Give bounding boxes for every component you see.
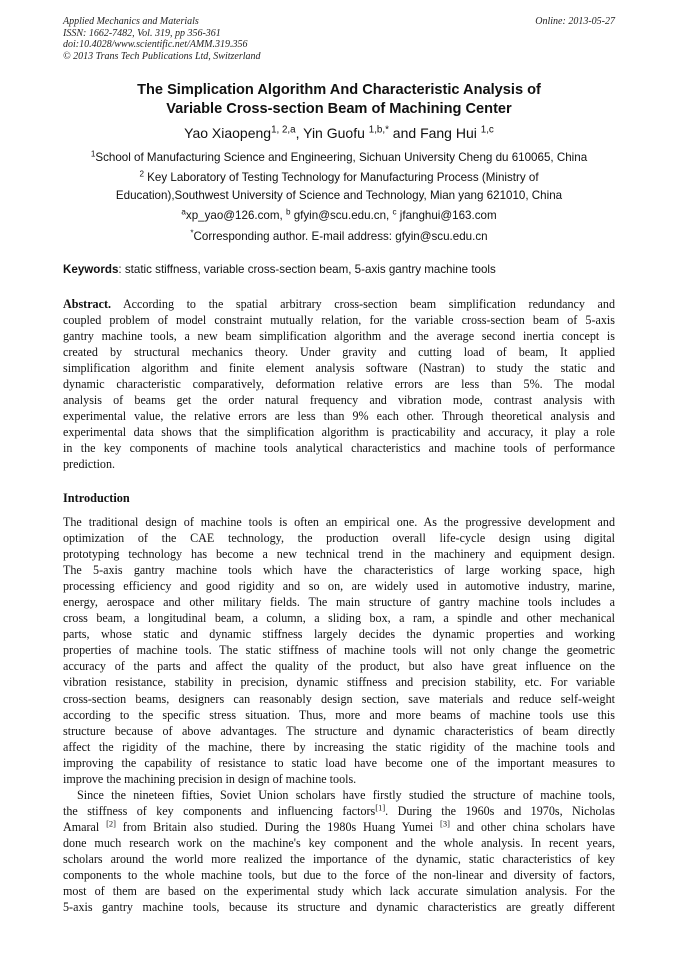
intro-line: parts, whose static and dynamic stiffness largely decides the dynamic properties and working xyxy=(63,627,615,642)
intro-text: the stiffness of key components and influencing factors xyxy=(63,803,376,818)
intro-line xyxy=(63,803,615,819)
intro-line: cross beam, a longitudinal beam, a column, a sliding box, a ram, a spindle and other mechanical xyxy=(63,611,615,626)
email-b: gfyin@scu.edu.cn, xyxy=(290,209,393,222)
affiliation-1-sup: 1 xyxy=(90,149,96,159)
intro-line: prototyping technology has become a new technical trend in the machinery and equipment design. xyxy=(63,547,615,562)
journal-name: Applied Mechanics and Materials xyxy=(63,16,199,27)
author-sep-2: and xyxy=(388,125,421,141)
keywords-text: : static stiffness, variable cross-section beam, 5-axis gantry machine tools xyxy=(118,263,496,276)
abstract-line-text: According to the spatial arbitrary cross-section beam simplification redundancy and xyxy=(111,297,615,311)
email-a-sup: a xyxy=(181,207,186,217)
paper-title xyxy=(40,81,638,119)
abstract-line: gantry machine tools, a new beam simplification algorithm and the average second inertia concept is xyxy=(63,329,615,344)
affiliation-2-line-2: Education),Southwest University of Science and Technology, Mian yang 621010, China xyxy=(115,188,563,202)
abstract-line: experimental data shows that the simplification algorithm is practicability and accuracy, it play a role xyxy=(63,425,615,440)
abstract-line: experimental value, the relative errors are less than 9% each other. Through theoretical analysis and xyxy=(63,409,615,424)
author-sep-1: , xyxy=(295,125,304,141)
intro-line: components to the whole machine tools, but due to the force of the non-linear and diversity of factors, xyxy=(63,868,615,883)
email-list xyxy=(40,207,638,225)
keywords-label: Keywords xyxy=(63,263,119,276)
intro-text: . During the 1960s and 1970s, Nicholas xyxy=(385,803,616,818)
citation-1[interactable]: [1] xyxy=(375,802,386,813)
author-1-sup: 1, 2,a xyxy=(271,124,296,136)
intro-line: The traditional design of machine tools is often an empirical one. As the progressive development and xyxy=(63,515,615,529)
intro-line: structure because of above advantages. The structure and dynamic characteristics of beam directly xyxy=(63,723,615,738)
abstract-line: prediction. xyxy=(63,457,116,472)
abstract-line xyxy=(63,296,615,312)
intro-line: cross-section beams, designers can reasonably design section, save materials and reduce self-weight xyxy=(63,691,615,706)
intro-line: scholars around the world more realized the importance of the dynamic, static characteristics of key xyxy=(63,851,615,866)
intro-line: most of them are based on the experimental study which lack accurate simulation analysis. For the xyxy=(63,884,615,899)
intro-line: The 5-axis gantry machine tools which have the characteristics of large working space, high xyxy=(63,563,615,578)
abstract xyxy=(63,296,615,473)
citation-2[interactable]: [2] xyxy=(106,818,116,829)
journal-header xyxy=(63,16,615,62)
introduction-body xyxy=(63,514,615,915)
abstract-line: in the key components of machine tools analytical characteristics and machine tools of performance xyxy=(63,441,615,456)
abstract-line: coupled problem of model constraint mutually relation, for the variable cross-section beam of 5-axis xyxy=(63,313,615,328)
citation-3[interactable]: [3] xyxy=(440,818,450,829)
intro-line: vibration resistance, stability in precision, dynamic stiffness and precision stability, etc. For variable xyxy=(63,675,615,690)
affiliation-2 xyxy=(40,169,638,204)
intro-line: affect the rigidity of the machine, there by increasing the static rigidity of the machine tools and xyxy=(63,739,615,754)
affiliation-1 xyxy=(40,149,638,167)
intro-text: Amaral xyxy=(63,819,107,834)
intro-line: energy, aerospace and other military fields. The main structure of gantry machine tools includes a xyxy=(63,595,615,610)
intro-line: improve the machining precision in design of machine tools. xyxy=(63,771,357,786)
author-1: Yao Xiaopeng xyxy=(184,125,272,141)
abstract-line: analysis of beams get the order natural frequency and vibration mode, contrast analysis with xyxy=(63,393,615,408)
intro-line: according to the specific stress situation. Thus, more and more beams of machine tools use this xyxy=(63,707,615,722)
intro-text: from Britain also studied. During the 1980s Huang Yumei xyxy=(115,819,441,834)
abstract-label: Abstract. xyxy=(63,297,112,311)
journal-doi: doi:10.4028/www.scientific.net/AMM.319.356 xyxy=(63,39,248,50)
intro-line: improving the capability of resistance to static load have become one of the important measures to xyxy=(63,755,615,770)
abstract-line: created by structural mechanics theory. Under gravity and cutting load of beam, It applied xyxy=(63,345,615,360)
email-c: jfanghui@163.com xyxy=(396,209,497,222)
abstract-line: dynamic characteristic comparatively, deformation relative errors are less than 5%. The modal xyxy=(63,377,615,392)
corresponding-sup: * xyxy=(190,228,194,238)
abstract-line: simplification algorithm and finite element analysis software (Nastran) to study the static and xyxy=(63,361,615,376)
corresponding-text: Corresponding author. E-mail address: gfyin@scu.edu.cn xyxy=(193,230,488,243)
intro-line: accuracy of the parts and affect the quality of the product, but also have great influence on the xyxy=(63,659,615,674)
journal-issn: ISSN: 1662-7482, Vol. 319, pp 356-361 xyxy=(63,27,221,39)
affiliation-2-sup: 2 xyxy=(139,169,144,179)
affiliation-1-text: School of Manufacturing Science and Engineering, Sichuan University Cheng du 610065, China xyxy=(95,151,588,164)
introduction-heading: Introduction xyxy=(63,491,130,505)
intro-line: processing efficiency and good rigidity and so on, are widely used in automotive industry, marine, xyxy=(63,579,615,594)
author-3-sup: 1,c xyxy=(480,124,494,136)
title-line-1: The Simplication Algorithm And Characteristic Analysis of xyxy=(137,82,541,98)
author-2: Yin Guofu xyxy=(303,125,369,141)
email-a: xp_yao@126.com, xyxy=(185,209,286,222)
intro-line: done much research work on the machine's key component and the whole analysis. In recent years, xyxy=(63,835,615,850)
journal-copyright: © 2013 Trans Tech Publications Ltd, Switzerland xyxy=(63,50,261,62)
intro-line: 5-axis gantry machine tools, because its structure and dynamic characteristics are greatly different xyxy=(63,900,615,915)
intro-line xyxy=(63,819,615,835)
email-c-sup: c xyxy=(392,207,397,217)
author-3: Fang Hui xyxy=(420,125,481,141)
corresponding-author xyxy=(40,228,638,246)
intro-line: properties of machine tools. The static stiffness of machine tools will not only change the geometric xyxy=(63,643,615,658)
author-2-sup: 1,b,* xyxy=(368,124,389,136)
intro-line: Since the nineteen fifties, Soviet Union scholars have firstly studied the structure of machine tools, xyxy=(77,787,615,802)
intro-text: and other china scholars have xyxy=(449,819,615,834)
email-b-sup: b xyxy=(285,207,291,217)
online-date: Online: 2013-05-27 xyxy=(535,16,615,27)
affiliation-2-line-1: Key Laboratory of Testing Technology for Manufacturing Process (Ministry of xyxy=(143,171,539,184)
intro-line: optimization of the CAE technology, the production overall life-cycle design using digital xyxy=(63,531,615,546)
keywords xyxy=(63,262,615,278)
author-list xyxy=(40,124,638,142)
title-line-2: Variable Cross-section Beam of Machining Center xyxy=(166,101,512,117)
